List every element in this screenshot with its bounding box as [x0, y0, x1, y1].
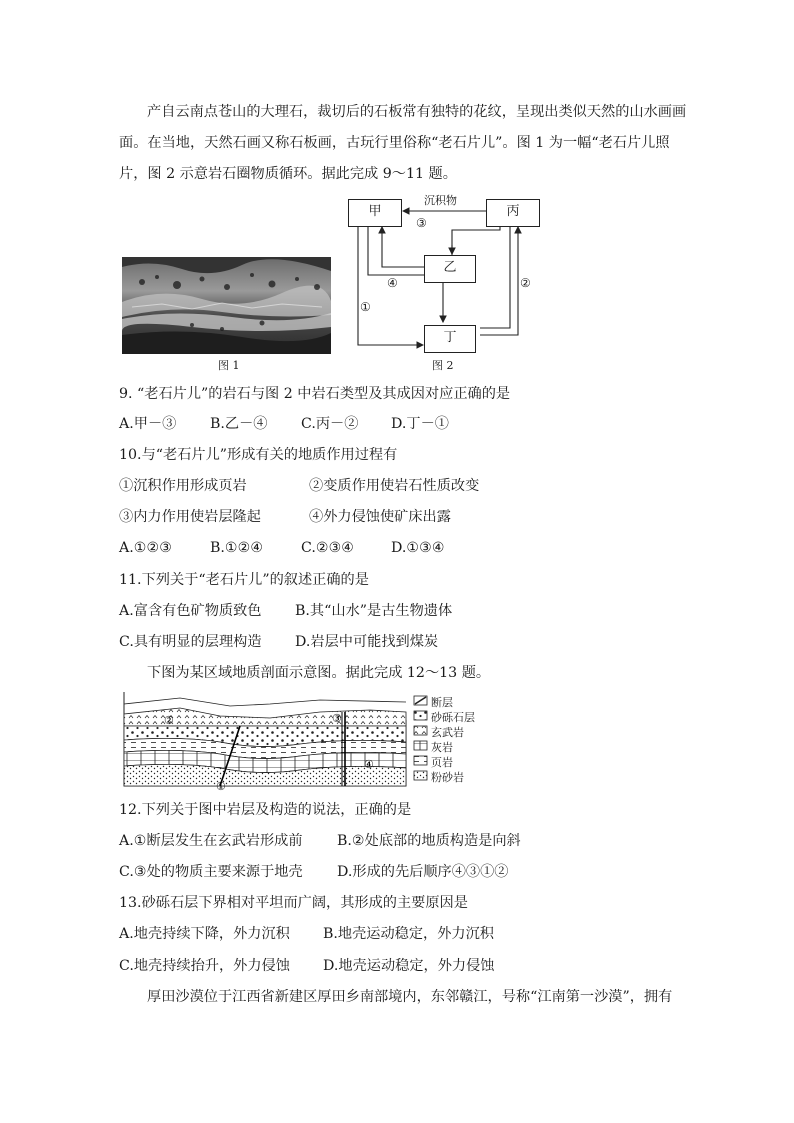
q10-item-3: ③内力作用使岩层隆起: [119, 509, 261, 525]
q13-stem: 13.砂砾石层下界相对平坦而广阔，其形成的主要原因是: [119, 895, 468, 911]
box-jia: 甲: [348, 199, 402, 227]
q12-option-c: C.③处的物质主要来源于地壳: [119, 864, 303, 880]
legend-fault: 断层: [431, 696, 453, 709]
geologic-section: [120, 690, 410, 792]
q12-option-d: D.形成的先后顺序④③①②: [337, 864, 509, 880]
q11-option-d: D.岩层中可能找到煤炭: [295, 634, 439, 650]
q11-option-b: B.其“山水”是古生物遗体: [295, 603, 453, 619]
legend-shale: 页岩: [431, 756, 453, 769]
box-bing: 丙: [486, 199, 540, 227]
q10-option-b: B.①②④: [210, 540, 264, 556]
q9-option-d: D.丁－①: [391, 416, 449, 432]
intro-line-2: 面。在当地，天然石画又称石板画，古玩行里俗称“老石片儿”。图 1 为一幅“老石片儿照: [119, 135, 670, 151]
q10-item-4: ④外力侵蚀使矿床出露: [309, 509, 451, 525]
q13-option-d: D.地壳运动稳定，外力侵蚀: [323, 958, 495, 974]
legend-siltstone: 粉砂岩: [431, 771, 464, 784]
intro-line-1: 产自云南点苍山的大理石，裁切后的石板常有独特的花纹，呈现出类似天然的山水画画: [147, 104, 687, 120]
marker-3: ③: [332, 712, 342, 725]
legend-basalt: 玄武岩: [431, 726, 464, 739]
q9-option-a: A.甲－③: [119, 416, 177, 432]
label-2: ②: [520, 276, 531, 290]
q10-item-2: ②变质作用使岩石性质改变: [309, 478, 480, 494]
figure-1-caption: 图 1: [218, 359, 240, 372]
q13-option-a: A.地壳持续下降，外力沉积: [119, 926, 290, 942]
section-legend: [413, 694, 483, 786]
q10-option-d: D.①③④: [391, 540, 445, 556]
q9-option-b: B.乙－④: [210, 416, 268, 432]
q10-item-1: ①沉积作用形成页岩: [119, 478, 247, 494]
label-sediment: 沉积物: [424, 194, 457, 207]
q12-option-b: B.②处底部的地质构造是向斜: [337, 833, 521, 849]
legend-limestone: 灰岩: [431, 741, 453, 754]
intro-3: 厚田沙漠位于江西省新建区厚田乡南部境内，东邻赣江，号称“江南第一沙漠”，拥有: [147, 989, 673, 1005]
marker-4: ④: [364, 758, 374, 771]
q12-option-a: A.①断层发生在玄武岩形成前: [119, 833, 303, 849]
q9-stem: 9. “老石片儿”的岩石与图 2 中岩石类型及其成因对应正确的是: [119, 386, 511, 402]
q11-option-a: A.富含有色矿物质致色: [119, 603, 262, 619]
label-4: ④: [387, 276, 398, 290]
q12-stem: 12.下列关于图中岩层及构造的说法，正确的是: [119, 802, 412, 818]
figure-1: [122, 257, 331, 354]
intro-line-3: 片，图 2 示意岩石圈物质循环。据此完成 9～11 题。: [119, 166, 457, 182]
q10-option-c: C.②③④: [301, 540, 355, 556]
marker-1: ①: [216, 780, 226, 792]
box-ding: 丁: [424, 325, 476, 353]
q10-stem: 10.与“老石片儿”形成有关的地质作用过程有: [119, 447, 398, 463]
legend-swatches: [413, 694, 429, 786]
figure-2-caption: 图 2: [432, 359, 454, 372]
q11-option-c: C.具有明显的层理构造: [119, 634, 262, 650]
intro-2: 下图为某区域地质剖面示意图。据此完成 12～13 题。: [147, 665, 491, 681]
marker-2: ②: [164, 714, 174, 727]
q10-option-a: A.①②③: [119, 540, 172, 556]
box-yi: 乙: [424, 255, 476, 283]
q11-stem: 11.下列关于“老石片儿”的叙述正确的是: [119, 572, 369, 588]
q13-option-c: C.地壳持续抬升，外力侵蚀: [119, 958, 290, 974]
q9-option-c: C.丙－②: [301, 416, 359, 432]
label-1: ①: [360, 300, 371, 314]
legend-gravel: 砂砾石层: [431, 711, 475, 724]
q13-option-b: B.地壳运动稳定，外力沉积: [323, 926, 494, 942]
label-3: ③: [416, 216, 427, 230]
marble-photo: [122, 257, 331, 354]
